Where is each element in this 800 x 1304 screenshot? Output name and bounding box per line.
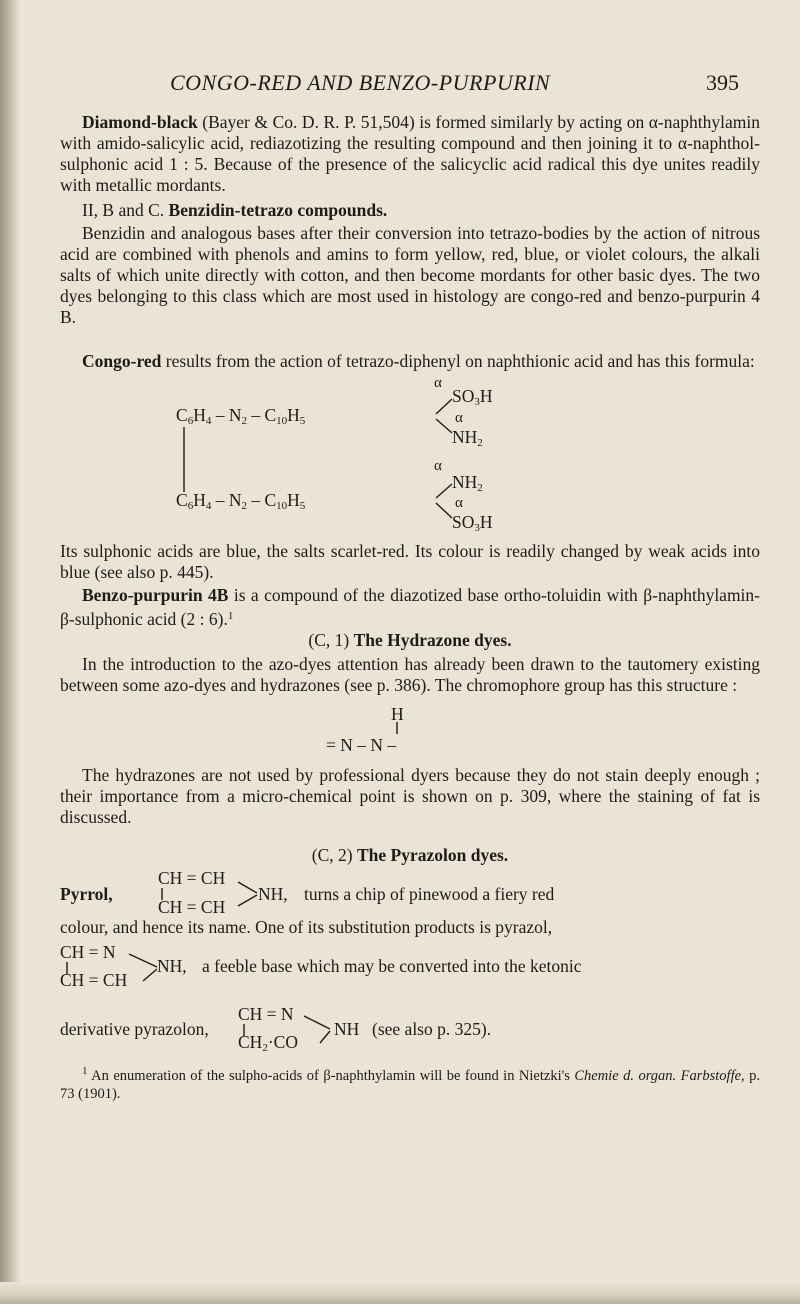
paragraph-pyrazol: colour, and hence its name. One of its substitution products is pyrazol,	[60, 917, 553, 937]
page-number: 395	[706, 70, 739, 95]
section-title: The Hydrazone dyes.	[353, 630, 512, 650]
running-head: CONGO-RED AND BENZO-PURPURIN	[170, 70, 551, 95]
section-label: (C, 1)	[308, 630, 350, 650]
term-pyrrol: Pyrrol,	[60, 884, 113, 904]
pyrazolon-nh: NH	[334, 1019, 360, 1039]
section-label: II, B and C.	[82, 200, 165, 220]
alpha-label: α	[455, 410, 463, 426]
section-title: Benzidin-tetrazo compounds.	[168, 200, 388, 220]
section-title: The Pyrazolon dyes.	[357, 845, 509, 865]
pyrazolon-bottom: $CH_2\cdot CO$	[238, 1032, 298, 1054]
section-heading-c1	[60, 630, 760, 651]
term-benzo-purpurin: Benzo-purpurin 4B	[82, 585, 229, 605]
bond-nh2	[436, 484, 452, 498]
footnote-mark: 1	[82, 1065, 88, 1077]
hydrazone-structure: = N – N –	[326, 735, 397, 755]
paragraph-sulphonic-acids: Its sulphonic acids are blue, the salts scarlet-red. Its colour is readily changed by weak acids into blue (see also p. 445).	[60, 541, 760, 582]
alpha-label: α	[455, 495, 463, 511]
so3h-group: $SO_3H$	[452, 386, 493, 408]
alpha-label: α	[434, 375, 442, 391]
hydrazone-bond	[390, 722, 404, 736]
pyrrol-text: turns a chip of pinewood a fiery red	[304, 884, 555, 904]
pyrazol-nh: NH,	[157, 956, 187, 976]
bond-nh2	[436, 419, 452, 433]
pyrrol-top: CH = CH	[158, 868, 226, 888]
footnote-ref: 1	[227, 610, 234, 622]
term-diamond-black: Diamond-black	[82, 112, 198, 132]
alpha-label: α	[434, 458, 442, 474]
section-label: (C, 2)	[311, 845, 353, 865]
footnote	[60, 1062, 760, 1103]
pyrazol-text: a feeble base which may be converted into the ketonic	[202, 956, 582, 976]
footnote-text: An enumeration of the sulpho-acids of β-naphthylamin will be found in Nietzki's	[91, 1068, 570, 1084]
formula-row-2: $C_6H_4 - N_2 - C_{10}H_5$	[176, 490, 306, 512]
nh2-group: $NH_2$	[452, 427, 483, 449]
pyrrol-bottom: CH = CH	[158, 897, 226, 917]
so3h-group: $SO_3H$	[452, 512, 493, 534]
pyrazolon-word: derivative pyrazolon,	[60, 1019, 209, 1039]
bond-so3h	[436, 503, 452, 518]
hydrazone-h: H	[391, 704, 404, 724]
footnote-end: p. 73 (1901).	[60, 1068, 761, 1102]
pyrrol-bonds	[150, 870, 270, 920]
paragraph-text: (Bayer & Co. D. R. P. 51,504) is formed similarly by acting on α-naphthylamin with amido-salicylic acid, rediazotizing the resulting compound and then joining it to α-naphthol-sulphonic acid 1 : 5. Because of the presence of the salicyclic acid radical this dye unites readily with metallic mordants.	[60, 112, 760, 195]
paragraph-text: results from the action of tetrazo-diphenyl on naphthionic acid and has this formula:	[165, 351, 755, 371]
paragraph-benzo-purpurin	[60, 585, 760, 630]
formula-row-1: $C_6H_4 - N_2 - C_{10}H_5$	[176, 405, 306, 427]
pyrrol-nh: NH,	[258, 884, 288, 904]
pyrazolon-top: CH = N	[238, 1004, 294, 1024]
paragraph-hydrazone: In the introduction to the azo-dyes attention has already been drawn to the tautomery existing between some azo-dyes and hydrazones (see p. 386). The chromophore group has this structure :	[60, 654, 760, 695]
pyrazol-bottom: CH = CH	[60, 970, 128, 990]
section-heading-c2	[60, 845, 760, 866]
pyrazol-top: CH = N	[60, 942, 116, 962]
nh2-group: $NH_2$	[452, 472, 483, 494]
footnote-title: Chemie d. organ. Farbstoffe,	[574, 1068, 745, 1084]
pyrazolon-text: (see also p. 325).	[372, 1019, 492, 1039]
term-congo-red: Congo-red	[82, 351, 162, 371]
paragraph-text: is a compound of the diazotized base ortho-toluidin with β-naphthylamin-β-sulphonic acid (2 : 6).	[60, 585, 760, 629]
paragraph-hydrazones-use: The hydrazones are not used by professional dyers because they do not stain deeply enough ; their importance from a micro-chemical point is shown on p. 309, where the staining of fat is discussed.	[60, 765, 760, 827]
paragraph-benzidin: Benzidin and analogous bases after their conversion into tetrazo-bodies by the action of nitrous acid are combined with phenols and amins to form yellow, red, blue, or violet colours, the alkali salts of which unite directly with cotton, and then become mordants for other basic dyes. The two dyes belonging to this class which are most used in histology are congo-red and benzo-purpurin 4 B.	[60, 223, 760, 327]
bond-so3h	[436, 399, 452, 414]
